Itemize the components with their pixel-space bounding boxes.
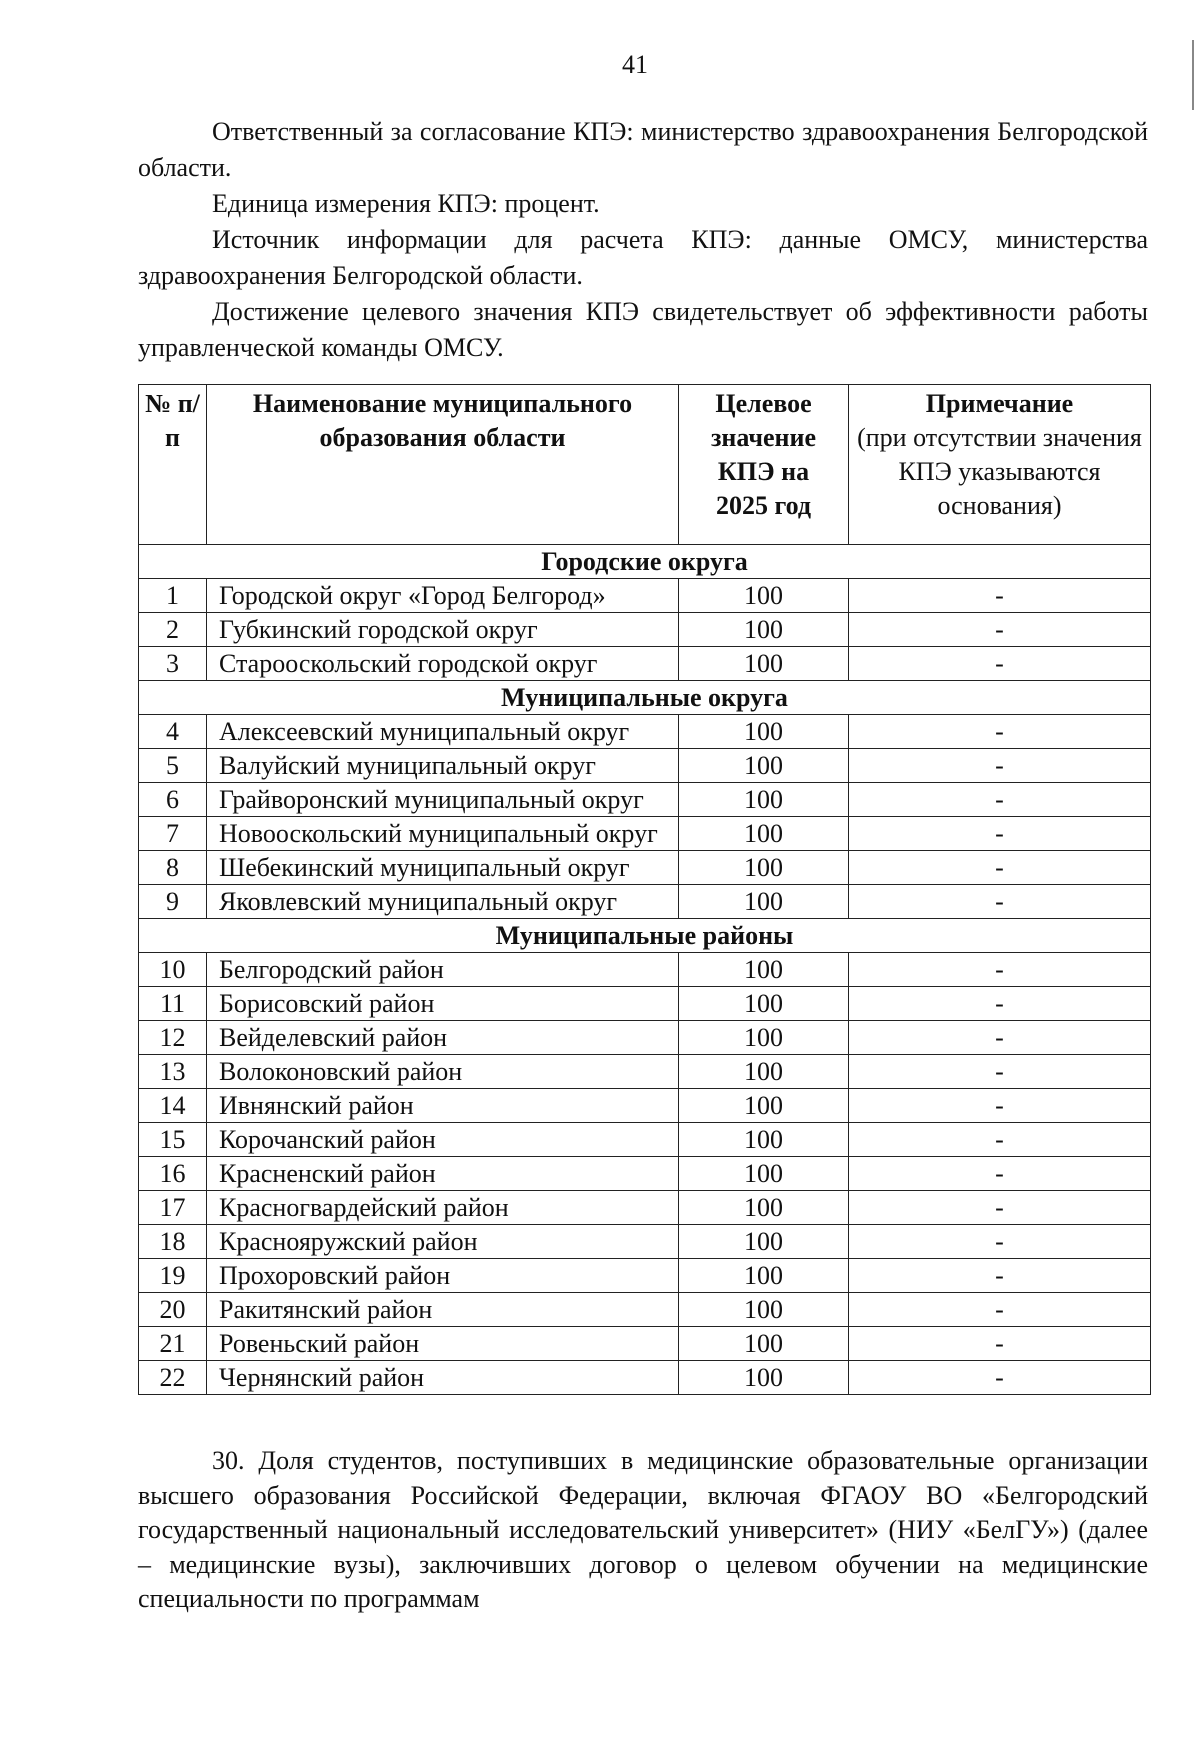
row-num: 1 bbox=[139, 579, 207, 613]
table-row bbox=[139, 1021, 1151, 1055]
table-row bbox=[139, 1089, 1151, 1123]
table-row bbox=[139, 749, 1151, 783]
row-num: 2 bbox=[139, 613, 207, 647]
group-title: Городские округа bbox=[139, 545, 1151, 579]
table-row bbox=[139, 953, 1151, 987]
row-name: Корочанский район bbox=[207, 1123, 679, 1157]
row-name: Ивнянский район bbox=[207, 1089, 679, 1123]
header-value: Целевое значение КПЭ на 2025 год bbox=[679, 385, 849, 545]
table-row bbox=[139, 1327, 1151, 1361]
table-row bbox=[139, 885, 1151, 919]
row-name: Волоконовский район bbox=[207, 1055, 679, 1089]
row-value: 100 bbox=[679, 1055, 849, 1089]
row-value: 100 bbox=[679, 851, 849, 885]
row-value: 100 bbox=[679, 1157, 849, 1191]
tail-section bbox=[138, 1444, 1148, 1617]
row-note: - bbox=[849, 749, 1151, 783]
row-value: 100 bbox=[679, 1021, 849, 1055]
group-row bbox=[139, 681, 1151, 715]
header-note-sub: (при отсутствии значения КПЭ указываются основания) bbox=[857, 423, 1142, 520]
table-row bbox=[139, 783, 1151, 817]
row-note: - bbox=[849, 885, 1151, 919]
table-body bbox=[139, 545, 1151, 1395]
row-note: - bbox=[849, 1055, 1151, 1089]
header-note bbox=[849, 385, 1151, 545]
table-header-row bbox=[139, 385, 1151, 545]
table-row bbox=[139, 1361, 1151, 1395]
row-name: Вейделевский район bbox=[207, 1021, 679, 1055]
row-note: - bbox=[849, 1225, 1151, 1259]
item-30-paragraph: 30. Доля студентов, поступивших в медицинские образовательные организации высшего образования Российской Федерации, включая ФГАОУ ВО «Белгородский государственный национальный исследовательский университет» (НИУ «БелГУ») (далее – медицинские вузы), заключивших договор о целевом обучении на медицинские специальности по программам bbox=[138, 1446, 1148, 1613]
row-num: 18 bbox=[139, 1225, 207, 1259]
row-num: 13 bbox=[139, 1055, 207, 1089]
row-num: 4 bbox=[139, 715, 207, 749]
row-value: 100 bbox=[679, 885, 849, 919]
row-value: 100 bbox=[679, 1089, 849, 1123]
row-value: 100 bbox=[679, 987, 849, 1021]
table-row bbox=[139, 1225, 1151, 1259]
row-value: 100 bbox=[679, 1327, 849, 1361]
row-note: - bbox=[849, 1089, 1151, 1123]
table-row bbox=[139, 1157, 1151, 1191]
table-row bbox=[139, 613, 1151, 647]
row-value: 100 bbox=[679, 1293, 849, 1327]
row-num: 3 bbox=[139, 647, 207, 681]
row-name: Губкинский городской округ bbox=[207, 613, 679, 647]
row-name: Ровеньский район bbox=[207, 1327, 679, 1361]
row-note: - bbox=[849, 613, 1151, 647]
table-row bbox=[139, 851, 1151, 885]
table-row bbox=[139, 1293, 1151, 1327]
row-value: 100 bbox=[679, 1225, 849, 1259]
row-name: Красненский район bbox=[207, 1157, 679, 1191]
row-note: - bbox=[849, 647, 1151, 681]
row-name: Чернянский район bbox=[207, 1361, 679, 1395]
table-row bbox=[139, 579, 1151, 613]
row-note: - bbox=[849, 987, 1151, 1021]
row-num: 20 bbox=[139, 1293, 207, 1327]
row-value: 100 bbox=[679, 579, 849, 613]
row-note: - bbox=[849, 851, 1151, 885]
row-num: 6 bbox=[139, 783, 207, 817]
group-row bbox=[139, 545, 1151, 579]
table-row bbox=[139, 1123, 1151, 1157]
row-name: Краснояружский район bbox=[207, 1225, 679, 1259]
table-row bbox=[139, 1191, 1151, 1225]
row-note: - bbox=[849, 1259, 1151, 1293]
source-paragraph: Источник информации для расчета КПЭ: данные ОМСУ, министерства здравоохранения Белгородской области. bbox=[138, 225, 1148, 290]
row-value: 100 bbox=[679, 1123, 849, 1157]
row-value: 100 bbox=[679, 953, 849, 987]
achievement-paragraph: Достижение целевого значения КПЭ свидетельствует об эффективности работы управленческой команды ОМСУ. bbox=[138, 297, 1148, 362]
row-note: - bbox=[849, 1293, 1151, 1327]
table-row bbox=[139, 647, 1151, 681]
row-value: 100 bbox=[679, 783, 849, 817]
row-num: 21 bbox=[139, 1327, 207, 1361]
row-note: - bbox=[849, 579, 1151, 613]
row-value: 100 bbox=[679, 647, 849, 681]
row-num: 9 bbox=[139, 885, 207, 919]
row-num: 19 bbox=[139, 1259, 207, 1293]
header-name: Наименование муниципального образования области bbox=[207, 385, 679, 545]
row-note: - bbox=[849, 783, 1151, 817]
row-name: Белгородский район bbox=[207, 953, 679, 987]
row-note: - bbox=[849, 1191, 1151, 1225]
row-num: 10 bbox=[139, 953, 207, 987]
unit-paragraph: Единица измерения КПЭ: процент. bbox=[212, 189, 600, 218]
row-note: - bbox=[849, 1327, 1151, 1361]
row-note: - bbox=[849, 1021, 1151, 1055]
row-name: Новооскольский муниципальный округ bbox=[207, 817, 679, 851]
header-num: № п/п bbox=[139, 385, 207, 545]
header-note-title: Примечание bbox=[925, 389, 1074, 418]
table-row bbox=[139, 1055, 1151, 1089]
row-value: 100 bbox=[679, 613, 849, 647]
row-name: Прохоровский район bbox=[207, 1259, 679, 1293]
row-num: 17 bbox=[139, 1191, 207, 1225]
row-value: 100 bbox=[679, 1191, 849, 1225]
row-name: Валуйский муниципальный округ bbox=[207, 749, 679, 783]
row-name: Старооскольский городской округ bbox=[207, 647, 679, 681]
row-value: 100 bbox=[679, 715, 849, 749]
row-num: 5 bbox=[139, 749, 207, 783]
row-name: Алексеевский муниципальный округ bbox=[207, 715, 679, 749]
row-name: Красногвардейский район bbox=[207, 1191, 679, 1225]
row-name: Ракитянский район bbox=[207, 1293, 679, 1327]
table-row bbox=[139, 715, 1151, 749]
row-name: Грайворонский муниципальный округ bbox=[207, 783, 679, 817]
row-num: 11 bbox=[139, 987, 207, 1021]
row-value: 100 bbox=[679, 749, 849, 783]
row-num: 14 bbox=[139, 1089, 207, 1123]
row-num: 22 bbox=[139, 1361, 207, 1395]
row-note: - bbox=[849, 817, 1151, 851]
row-value: 100 bbox=[679, 817, 849, 851]
row-name: Шебекинский муниципальный округ bbox=[207, 851, 679, 885]
kpe-table bbox=[138, 384, 1151, 1395]
row-name: Яковлевский муниципальный округ bbox=[207, 885, 679, 919]
responsible-paragraph: Ответственный за согласование КПЭ: министерство здравоохранения Белгородской области. bbox=[138, 117, 1148, 182]
table-row bbox=[139, 1259, 1151, 1293]
row-name: Борисовский район bbox=[207, 987, 679, 1021]
group-title: Муниципальные округа bbox=[139, 681, 1151, 715]
row-note: - bbox=[849, 715, 1151, 749]
row-name: Городской округ «Город Белгород» bbox=[207, 579, 679, 613]
group-title: Муниципальные районы bbox=[139, 919, 1151, 953]
row-num: 8 bbox=[139, 851, 207, 885]
row-num: 16 bbox=[139, 1157, 207, 1191]
row-num: 7 bbox=[139, 817, 207, 851]
group-row bbox=[139, 919, 1151, 953]
table-row bbox=[139, 817, 1151, 851]
row-value: 100 bbox=[679, 1259, 849, 1293]
row-note: - bbox=[849, 1361, 1151, 1395]
row-note: - bbox=[849, 953, 1151, 987]
table-row bbox=[139, 987, 1151, 1021]
row-value: 100 bbox=[679, 1361, 849, 1395]
row-num: 15 bbox=[139, 1123, 207, 1157]
row-note: - bbox=[849, 1123, 1151, 1157]
row-num: 12 bbox=[139, 1021, 207, 1055]
row-note: - bbox=[849, 1157, 1151, 1191]
page-number: 41 bbox=[622, 50, 648, 79]
intro-section bbox=[138, 114, 1148, 366]
